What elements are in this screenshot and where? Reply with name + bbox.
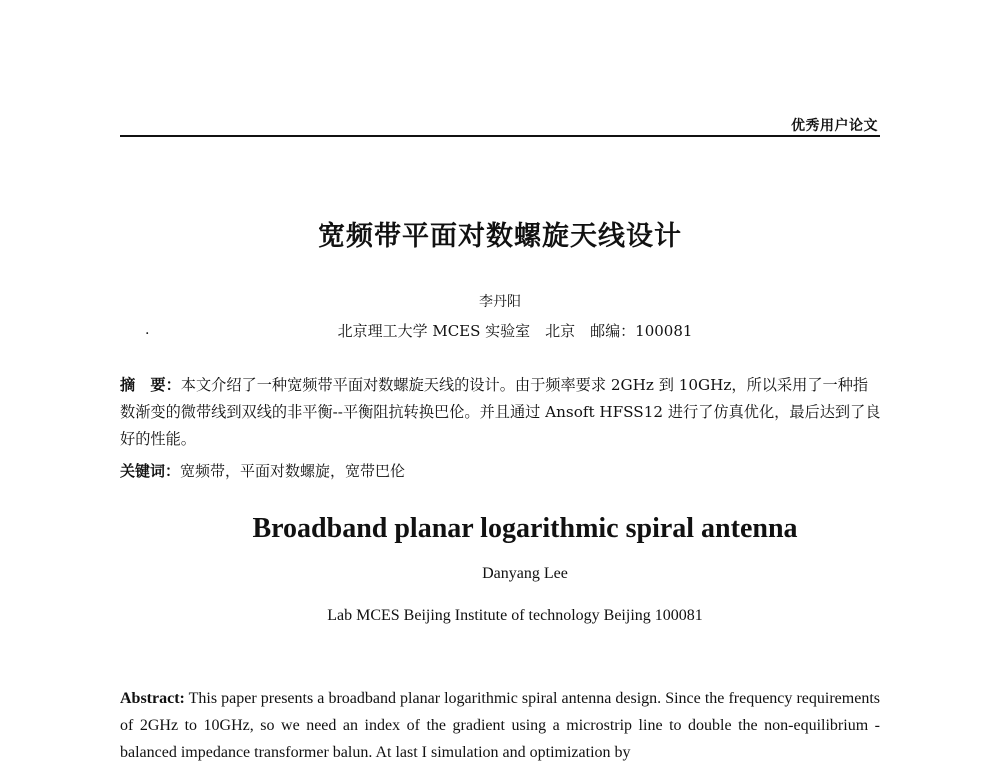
title-cn: 宽频带平面对数螺旋天线设计 [318,221,682,252]
title-en: Broadband planar logarithmic spiral antenna [252,513,798,544]
author-en: Danyang Lee [482,565,568,582]
affiliation-en: Lab MCES Beijing Institute of technology Beijing 100081 [327,607,703,624]
affiliation-cn: 北京理工大学 MCES 实验室 北京 邮编：100081 [337,322,693,340]
abstract-en [120,685,880,766]
keywords-cn [120,460,405,481]
keywords-cn-label: 关键词： [120,462,181,480]
keywords-cn-text: 宽频带，平面对数螺旋，宽带巴伦 [180,462,406,480]
header-rule [120,135,880,137]
header-tag: 优秀用户论文 [791,118,878,134]
author-cn: 李丹阳 [479,294,521,310]
abstract-cn-label: 摘 要： [120,376,181,394]
abstract-cn-text: 本文介绍了一种宽频带平面对数螺旋天线的设计。由于频率要求 2GHz 到 10GHz，所以采用了一种指数渐变的微带线到双线的非平衡--平衡阻抗转换巴伦。并且通过 Ansoft HFSS12 进行了仿真优化，最后达到了良好的性能。 [120,376,881,448]
abstract-en-text: This paper presents a broadband planar logarithmic spiral antenna design. Since the frequency requirements of 2GHz to 10GHz, so we need an index of the gradient using a microstrip line to double the non-equilibrium - balanced impedance transformer balun. At last I simulation and optimization by [120,690,880,761]
abstract-en-label: Abstract: [120,690,185,707]
abstract-cn [120,372,882,453]
margin-mark: . [145,322,150,338]
